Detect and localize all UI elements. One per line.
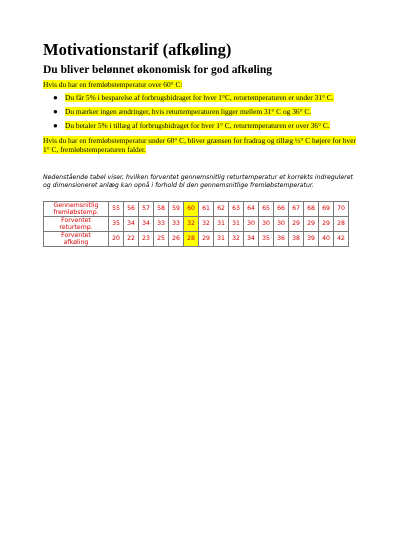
- table-cell: 66: [274, 201, 289, 216]
- table-cell: 28: [184, 231, 199, 246]
- condition-below-60: [43, 136, 363, 154]
- table-cell: 29: [304, 216, 319, 231]
- table-cell: 63: [229, 201, 244, 216]
- table-cell: 30: [244, 216, 259, 231]
- table-cell: 29: [319, 216, 334, 231]
- table-cell: 34: [124, 216, 139, 231]
- table-cell: 68: [304, 201, 319, 216]
- table-cell: 34: [139, 216, 154, 231]
- table-cell: 32: [184, 216, 199, 231]
- table-cell: 25: [154, 231, 169, 246]
- table-cell: 33: [169, 216, 184, 231]
- bullet-list: [43, 93, 363, 130]
- row-header: [44, 216, 109, 231]
- row-header-line: returtemp.: [59, 223, 93, 231]
- table-cell: 30: [259, 216, 274, 231]
- bullet-item: [53, 121, 363, 130]
- table-cell: 39: [304, 231, 319, 246]
- temperature-table: [43, 201, 349, 247]
- bullet-icon: ●: [53, 121, 58, 130]
- table-cell: 29: [199, 231, 214, 246]
- table-cell: 30: [274, 216, 289, 231]
- table-row: [44, 216, 349, 231]
- row-header-line: Forventet: [61, 216, 91, 224]
- table-cell: 36: [274, 231, 289, 246]
- condition-below-text: Hvis du har en fremløbstemperatur under 60° C, bliver grænsen for fradrag og tillæg ½° C højere for hver 1° C, fremløbstemperaturen falder.: [43, 136, 356, 154]
- table-cell: 64: [244, 201, 259, 216]
- table-cell: 31: [214, 231, 229, 246]
- table-cell: 42: [334, 231, 349, 246]
- row-header-line: Forventet: [61, 231, 91, 239]
- table-cell: 34: [244, 231, 259, 246]
- table-cell: 62: [214, 201, 229, 216]
- row-header: [44, 231, 109, 246]
- table-cell: 26: [169, 231, 184, 246]
- condition-above-60: [43, 80, 363, 89]
- table-cell: 61: [199, 201, 214, 216]
- table-cell: 29: [289, 216, 304, 231]
- bullet-item: [53, 93, 363, 102]
- table-cell: 60: [184, 201, 199, 216]
- table-cell: 20: [109, 231, 124, 246]
- table-cell: 31: [229, 216, 244, 231]
- row-header: [44, 201, 109, 216]
- table-cell: 35: [109, 216, 124, 231]
- table-cell: 32: [199, 216, 214, 231]
- bullet-text: Du betaler 5% i tillæg af forbrugsbidraget for hver 1° C, returtemperaturen er over 36° C.: [65, 121, 330, 130]
- bullet-text: Du får 5% i besparelse af forbrugsbidraget for hver 1°C, returtemperaturen er under 31° C.: [65, 93, 334, 102]
- page-title: Motivationstarif (afkøling): [43, 40, 232, 59]
- document-page: [43, 40, 363, 247]
- table-cell: 57: [139, 201, 154, 216]
- table-cell: 58: [154, 201, 169, 216]
- bullet-icon: ●: [53, 107, 58, 116]
- page-subtitle: Du bliver belønnet økonomisk for god afkøling: [43, 64, 272, 76]
- table-cell: 38: [289, 231, 304, 246]
- table-cell: 55: [109, 201, 124, 216]
- table-cell: 69: [319, 201, 334, 216]
- table-cell: 67: [289, 201, 304, 216]
- table-cell: 65: [259, 201, 274, 216]
- table-intro-text: Nedenstående tabel viser, hvilken forventet gennemsnitlig returtemperatur et korrekts indreguleret og dimensioneret anlæg kan opnå i forhold bl den gennemsnitlige fremløbstemperatur.: [43, 174, 353, 190]
- row-header-line: fremløbstemp.: [53, 208, 99, 216]
- table-cell: 40: [319, 231, 334, 246]
- table-cell: 23: [139, 231, 154, 246]
- row-header-line: Gennemsnitlig: [53, 201, 99, 209]
- table-row: [44, 231, 349, 246]
- table-row: [44, 201, 349, 216]
- table-cell: 70: [334, 201, 349, 216]
- bullet-icon: ●: [53, 93, 58, 102]
- bullet-text: Du mærker ingen ændringer, hvis returtemperaturen ligger mellem 31° C og 36° C.: [65, 107, 312, 116]
- table-cell: 59: [169, 201, 184, 216]
- table-cell: 35: [259, 231, 274, 246]
- table-cell: 33: [154, 216, 169, 231]
- table-cell: 56: [124, 201, 139, 216]
- row-header-line: afkøling: [63, 238, 89, 246]
- table-cell: 22: [124, 231, 139, 246]
- bullet-item: [53, 107, 363, 116]
- table-cell: 31: [214, 216, 229, 231]
- table-cell: 32: [229, 231, 244, 246]
- condition-above-text: Hvis du har en fremløbstemperatur over 60° C:: [43, 80, 183, 89]
- table-cell: 28: [334, 216, 349, 231]
